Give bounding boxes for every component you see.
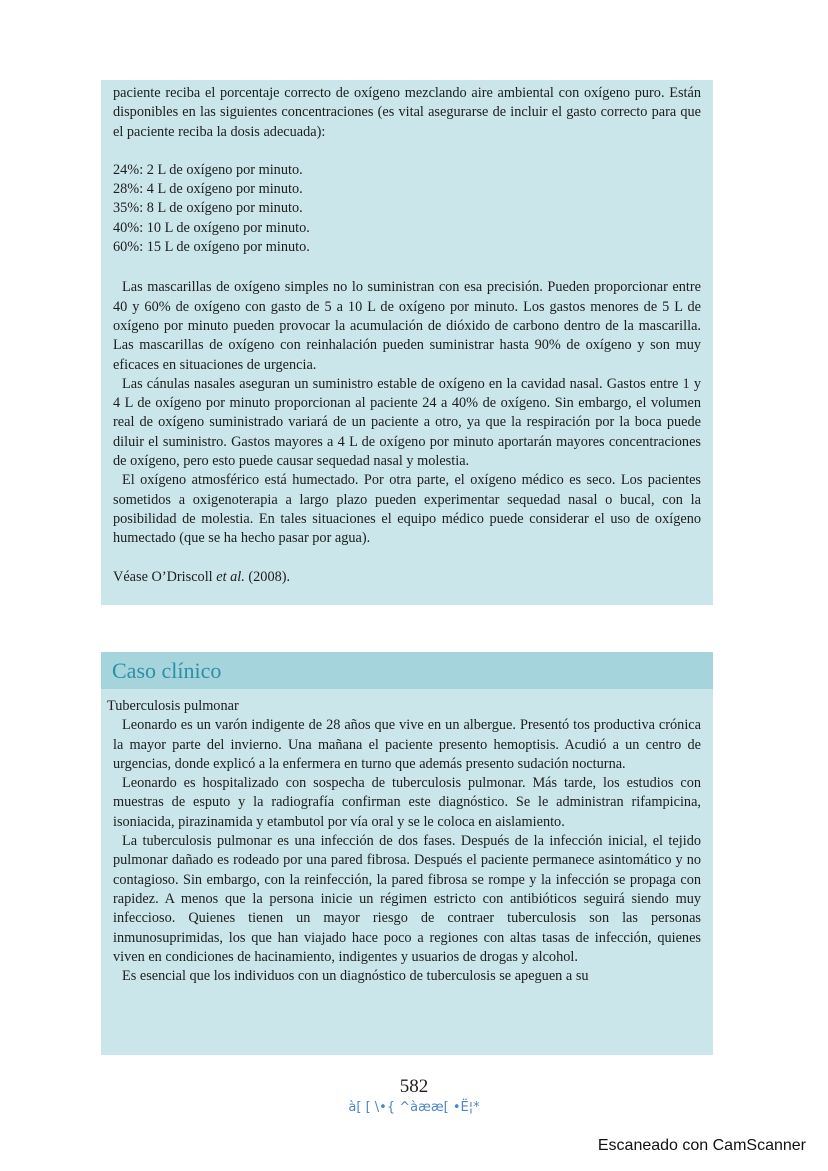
intro-paragraph: paciente reciba el porcentaje correcto de oxígeno mezclando aire ambiental con oxígeno puro. Están disponibles en las siguientes concentraciones (es vital asegurarse de incluir el gasto correcto para que el paciente reciba la dosis adecuada): bbox=[113, 85, 701, 140]
case-subtitle: Tuberculosis pulmonar bbox=[107, 698, 239, 714]
reference: Véase O’Driscoll et al. (2008). bbox=[113, 568, 291, 585]
case-paragraph: La tuberculosis pulmonar es una infección de dos fases. Después de la infección inicial, el tejido pulmonar dañado es rodeado por una pared fibrosa. Después el paciente permanece asintomático y no contagioso. Sin embargo, con la reinfección, la pared fibrosa se rompe y la infección se propaga con rapidez. A menos que la persona inicie un régimen estricto con antibióticos seguirá siendo muy infeccioso. Quienes tienen un mayor riesgo de contraer tuberculosis son las personas inmunosuprimidas, los que han viajado hace poco a regiones con altas tasas de infección, quienes viven en condiciones de hacinamiento, indigentes y usuarios de drogas y alcohol. bbox=[113, 833, 701, 965]
list-item: 24%: 2 L de oxígeno por minuto. bbox=[113, 161, 303, 178]
case-paragraph: Leonardo es hospitalizado con sospecha de tuberculosis pulmonar. Más tarde, los estudios con muestras de esputo y la radiografía confirman este diagnóstico. Se le administran rifampicina, isoniacida, pirazinamida y etambutol por vía oral y se le coloca en aislamiento. bbox=[113, 775, 701, 830]
concentration-list bbox=[113, 161, 701, 257]
camscanner-watermark: Escaneado con CamScanner bbox=[597, 1137, 806, 1154]
list-item: 35%: 8 L de oxígeno por minuto. bbox=[113, 200, 303, 217]
garbled-watermark: à[ [ \•{ ^àææ[ •Ë¦* bbox=[348, 1100, 480, 1115]
humidified-paragraph: El oxígeno atmosférico está humectado. Por otra parte, el oxígeno médico es seco. Los pacientes sometidos a oxigenoterapia a largo plazo pueden experimentar sequedad nasal o bucal, con la posibilidad de molestia. En tales situaciones el equipo médico puede considerar el uso de oxígeno humectado (que se ha hecho pasar por agua). bbox=[113, 472, 701, 547]
list-item: 40%: 10 L de oxígeno por minuto. bbox=[113, 219, 310, 236]
case-paragraph: Es esencial que los individuos con un diagnóstico de tuberculosis se apeguen a su bbox=[122, 968, 589, 985]
list-item: 28%: 4 L de oxígeno por minuto. bbox=[113, 181, 303, 198]
page-number: 582 bbox=[399, 1076, 429, 1097]
case-heading: Caso clínico bbox=[101, 652, 713, 689]
oxygen-info-box bbox=[101, 80, 713, 605]
clinical-case-box bbox=[101, 652, 713, 1055]
masks-paragraph: Las mascarillas de oxígeno simples no lo suministran con esa precisión. Pueden proporcionar entre 40 y 60% de oxígeno con gasto de 5 a 10 L de oxígeno por minuto. Los gastos menores de 5 L de oxígeno por minuto pueden provocar la acumulación de dióxido de carbono dentro de la mascarilla. Las mascarillas de oxígeno con reinhalación pueden suministrar hasta 90% de oxígeno y son muy eficaces en situaciones de urgencia. bbox=[113, 279, 701, 373]
case-paragraph: Leonardo es un varón indigente de 28 años que vive en un albergue. Presentó tos productiva crónica la mayor parte del invierno. Una mañana el paciente presento hemoptisis. Acudió a un centro de urgencias, donde explicó a la enfermera en turno que además presento sudación nocturna. bbox=[113, 717, 701, 772]
cannulas-paragraph: Las cánulas nasales aseguran un suministro estable de oxígeno en la cavidad nasal. Gastos entre 1 y 4 L de oxígeno por minuto proporcionan al paciente 24 a 40% de oxígeno. Sin embargo, el volumen real de oxígeno suministrado variará de un paciente a otro, ya que la respiración por la boca puede diluir el suministro. Gastos mayores a 4 L de oxígeno por minuto aportarán mayores concentraciones de oxígeno, pero esto puede causar sequedad nasal y molestia. bbox=[113, 375, 701, 470]
list-item: 60%: 15 L de oxígeno por minuto. bbox=[113, 239, 310, 256]
